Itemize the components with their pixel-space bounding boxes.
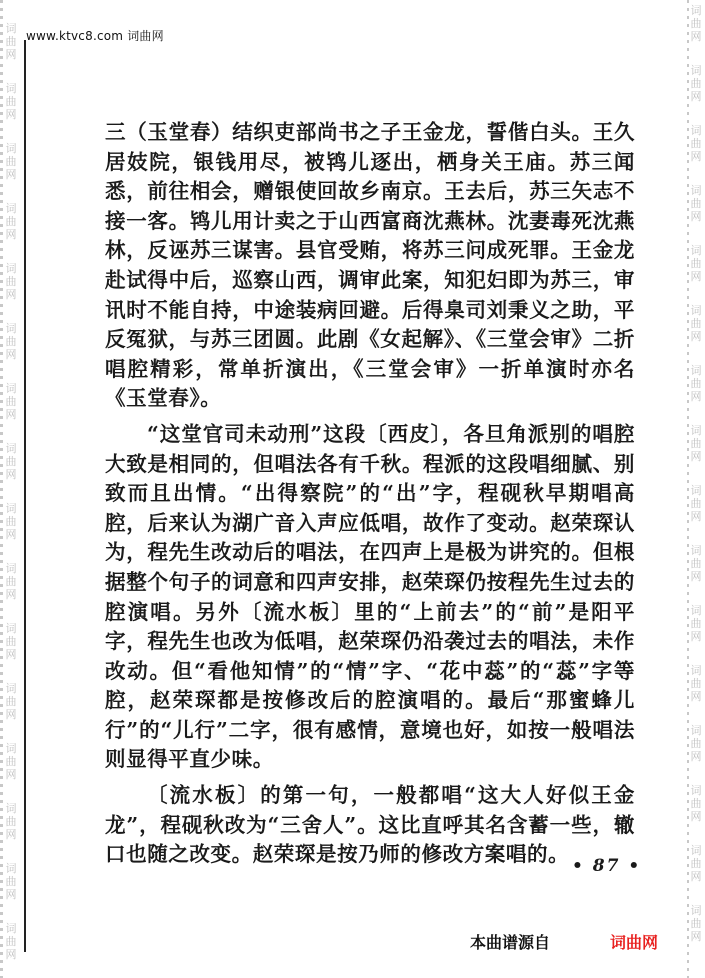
watermark-right: 词曲网: [690, 904, 702, 943]
watermark-left: 词曲网: [5, 322, 17, 361]
watermark-right: 词曲网: [690, 244, 702, 283]
watermark-left: 词曲网: [5, 82, 17, 121]
watermark-right: 词曲网: [690, 184, 702, 223]
footer-brand-link[interactable]: 词曲网: [610, 933, 659, 952]
watermark-left: 词曲网: [5, 622, 17, 661]
watermark-right: 词曲网: [690, 484, 702, 523]
watermark-right: 词曲网: [690, 124, 702, 163]
watermark-left: 词曲网: [5, 22, 17, 61]
watermark-left: 词曲网: [5, 742, 17, 781]
watermark-right: 词曲网: [690, 64, 702, 103]
watermark-left: 词曲网: [5, 862, 17, 901]
watermark-left: 词曲网: [5, 502, 17, 541]
watermark-left: 词曲网: [5, 142, 17, 181]
watermark-right: 词曲网: [690, 664, 702, 703]
watermark-left: 词曲网: [5, 922, 17, 961]
footer-source-label: 本曲谱源自: [470, 933, 551, 952]
watermark-right: 词曲网: [690, 604, 702, 643]
watermark-left: 词曲网: [5, 382, 17, 421]
watermark-right: 词曲网: [690, 304, 702, 343]
paragraph-3: 〔流水板〕的第一句，一般都唱“这大人好似王金龙”，程砚秋改为“三舍人”。这比直呼其名含蓄一些，辙口也随之改变。赵荣琛是按乃师的修改方案唱的。: [105, 783, 635, 867]
watermark-left: 词曲网: [5, 562, 17, 601]
body-text: [105, 118, 635, 870]
watermark-left: 词曲网: [5, 442, 17, 481]
watermark-left: 词曲网: [5, 682, 17, 721]
watermark-right: 词曲网: [690, 424, 702, 463]
watermark-right: 词曲网: [690, 724, 702, 763]
watermark-right: 词曲网: [690, 784, 702, 823]
watermark-right: 词曲网: [690, 4, 702, 43]
binding-rule: [24, 40, 26, 952]
watermark-right: 词曲网: [690, 844, 702, 883]
watermark-left: 词曲网: [5, 802, 17, 841]
paragraph-1: 三（玉堂春）结织吏部尚书之子王金龙，誓偕白头。王久居妓院，银钱用尽，被鸨儿逐出，栖身关王庙。苏三闻悉，前往相会，赠银使回故乡南京。王去后，苏三矢志不接一客。鸨儿用计卖之于山西富商沈燕林。沈妻毒死沈燕林，反诬苏三谋害。县官受贿，将苏三问成死罪。王金龙赴试得中后，巡察山西，调审此案，知犯妇即为苏三，审讯时不能自持，中途装病回避。后得臬司刘秉义之助，平反冤狱，与苏三团圆。此剧《女起解》、《三堂会审》二折唱腔精彩，常单折演出，《三堂会审》一折单演时亦名《玉堂春》。: [105, 120, 635, 411]
site-url-header: www.ktvc8.com 词曲网: [26, 29, 164, 43]
paragraph-2: “这堂官司未动刑”这段〔西皮〕，各旦角派别的唱腔大致是相同的，但唱法各有千秋。程派的这段唱细腻、别致而且出情。“出得察院”的“出”字，程砚秋早期唱高腔，后来认为湖广音入声应低唱，故作了变动。赵荣琛认为，程先生改动后的唱法，在四声上是极为讲究的。但根据整个句子的词意和四声安排，赵荣琛仍按程先生过去的腔演唱。另外〔流水板〕里的“上前去”的“前”是阳平字，程先生也改为低唱，赵荣琛仍沿袭过去的唱法，未作改动。但“看他知情”的“情”字、“花中蕊”的“蕊”字等腔，赵荣琛都是按修改后的腔演唱的。最后“那蜜蜂儿行”的“儿行”二字，很有感情，意境也好，如按一般唱法则显得平直少味。: [105, 421, 635, 772]
watermark-left: 词曲网: [5, 202, 17, 241]
watermark-right: 词曲网: [690, 544, 702, 583]
watermark-right: 词曲网: [690, 364, 702, 403]
page-number: • 87 •: [572, 856, 642, 876]
watermark-left: 词曲网: [5, 262, 17, 301]
